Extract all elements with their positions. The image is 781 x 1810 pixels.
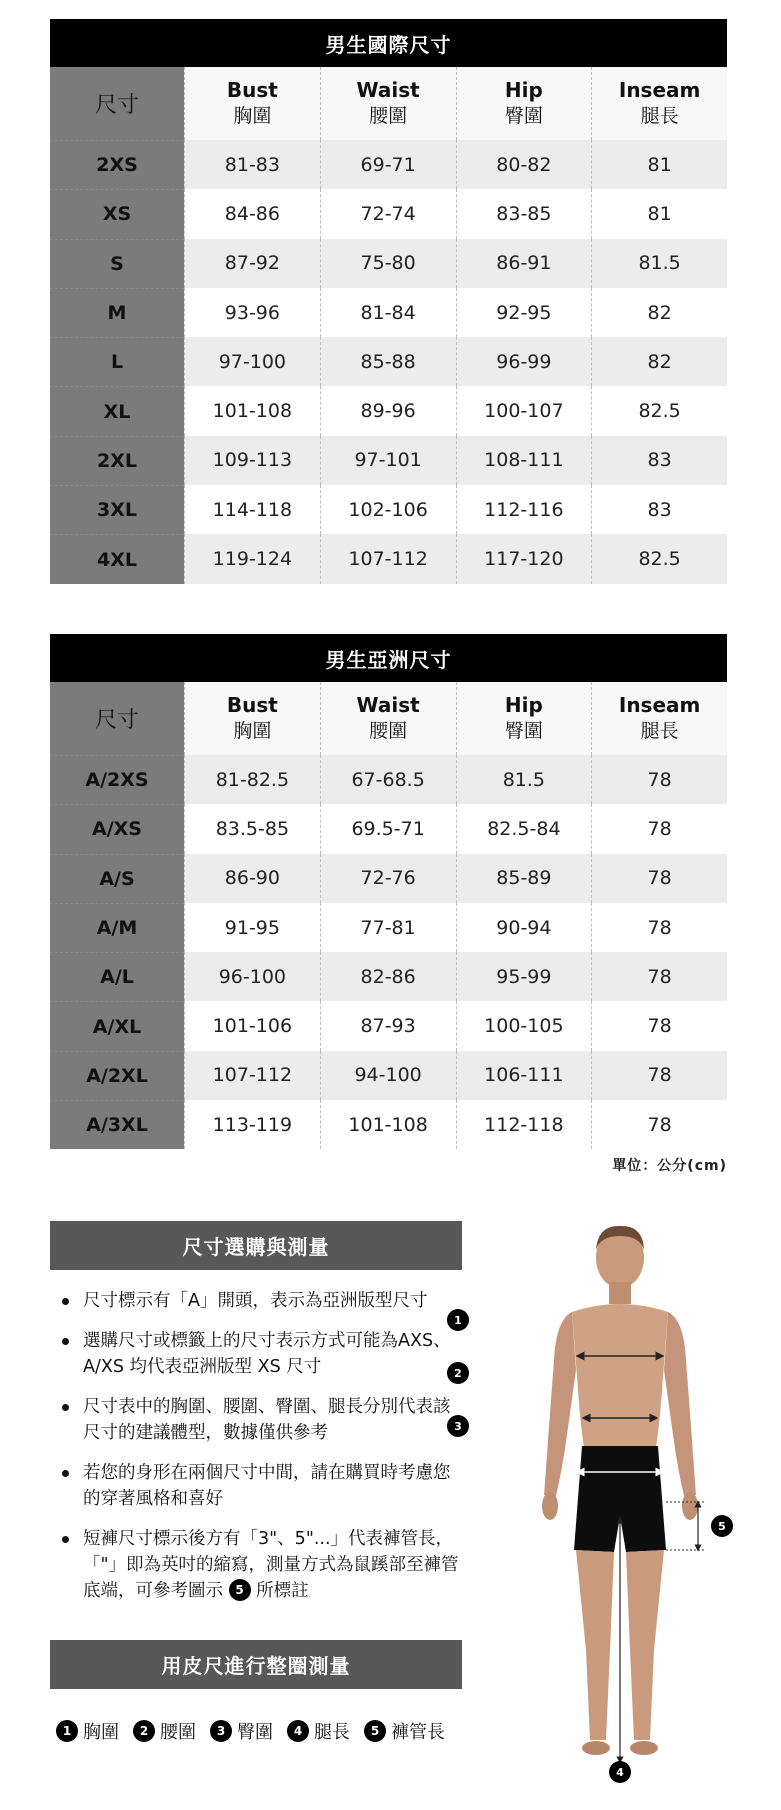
cell-inseam: 83	[591, 485, 727, 534]
marker-4	[609, 1761, 631, 1783]
asian-table-header	[50, 682, 727, 755]
size-header: 尺寸	[50, 682, 184, 755]
international-table-body	[50, 140, 727, 584]
size-label: A/L	[50, 952, 184, 1001]
table-row	[50, 534, 727, 583]
cell-waist: 69-71	[320, 140, 456, 189]
cell-waist: 81-84	[320, 288, 456, 337]
size-header: 尺寸	[50, 67, 184, 140]
cell-hip: 112-118	[456, 1100, 592, 1149]
cell-hip: 95-99	[456, 952, 592, 1001]
cell-inseam: 82.5	[591, 386, 727, 435]
column-en: Inseam	[618, 78, 701, 103]
size-label: S	[50, 239, 184, 288]
cell-inseam: 78	[591, 1051, 727, 1100]
cell-waist: 97-101	[320, 436, 456, 485]
cell-waist: 82-86	[320, 952, 456, 1001]
cell-inseam: 78	[591, 854, 727, 903]
guide-item: 尺寸標示有「A」開頭，表示為亞洲版型尺寸	[50, 1288, 462, 1314]
column-en: Waist	[356, 78, 420, 103]
measure-legend	[56, 1718, 459, 1744]
cell-inseam: 78	[591, 755, 727, 804]
cell-inseam: 78	[591, 1100, 727, 1149]
international-table-header	[50, 67, 727, 140]
cell-hip: 117-120	[456, 534, 592, 583]
size-label: 2XL	[50, 436, 184, 485]
cell-waist: 75-80	[320, 239, 456, 288]
cell-bust: 101-108	[184, 386, 320, 435]
table-row	[50, 386, 727, 435]
column-header-waist	[320, 682, 456, 755]
cell-bust: 107-112	[184, 1051, 320, 1100]
table-row	[50, 1100, 727, 1149]
cell-bust: 86-90	[184, 854, 320, 903]
marker-3-text: 3	[454, 1420, 462, 1433]
table-row	[50, 854, 727, 903]
cell-waist: 72-74	[320, 189, 456, 238]
cell-inseam: 78	[591, 804, 727, 853]
guide-item-suffix: 所標註	[256, 1581, 309, 1601]
legend-item-inseam	[287, 1718, 350, 1744]
cell-bust: 83.5-85	[184, 804, 320, 853]
cell-waist: 72-76	[320, 854, 456, 903]
guide-item-text: 短褲尺寸標示後方有「3"、5"...」代表褲管長，「"」即為英吋的縮寫，測量方式為鼠蹊部至褲管底端，可參考圖示	[83, 1529, 459, 1601]
legend-label: 褲管長	[391, 1722, 445, 1743]
cell-hip: 100-105	[456, 1001, 592, 1050]
cell-bust: 119-124	[184, 534, 320, 583]
legend-item-bust	[56, 1718, 119, 1744]
column-en: Bust	[226, 693, 278, 718]
column-header-inseam	[591, 682, 727, 755]
legend-item-shorts-length	[364, 1718, 445, 1744]
cell-hip: 108-111	[456, 436, 592, 485]
cell-inseam: 83	[591, 436, 727, 485]
international-table-title: 男生國際尺寸	[50, 19, 727, 67]
legend-label: 腿長	[314, 1722, 350, 1743]
cell-waist: 87-93	[320, 1001, 456, 1050]
column-zh: 臀圍	[504, 105, 543, 128]
legend-badge: 4	[287, 1720, 309, 1742]
marker-1	[447, 1309, 469, 1331]
column-en: Hip	[504, 693, 543, 718]
asian-size-table	[50, 634, 727, 1149]
marker-5-text: 5	[718, 1520, 726, 1533]
cell-hip: 82.5-84	[456, 804, 592, 853]
cell-waist: 101-108	[320, 1100, 456, 1149]
cell-hip: 80-82	[456, 140, 592, 189]
marker-2	[447, 1362, 469, 1384]
size-label: M	[50, 288, 184, 337]
cell-hip: 112-116	[456, 485, 592, 534]
column-zh: 胸圍	[233, 105, 272, 128]
cell-hip: 106-111	[456, 1051, 592, 1100]
asian-table-title: 男生亞洲尺寸	[50, 634, 727, 682]
cell-waist: 69.5-71	[320, 804, 456, 853]
asian-table-body	[50, 755, 727, 1149]
cell-bust: 91-95	[184, 903, 320, 952]
column-en: Inseam	[618, 693, 701, 718]
column-header-hip	[456, 682, 592, 755]
cell-bust: 81-82.5	[184, 755, 320, 804]
table-row	[50, 804, 727, 853]
legend-badge: 5	[364, 1720, 386, 1742]
marker-3	[447, 1415, 469, 1437]
cell-waist: 89-96	[320, 386, 456, 435]
cell-waist: 67-68.5	[320, 755, 456, 804]
table-row	[50, 1001, 727, 1050]
cell-hip: 92-95	[456, 288, 592, 337]
cell-bust: 97-100	[184, 337, 320, 386]
size-label: A/XS	[50, 804, 184, 853]
column-header-inseam	[591, 67, 727, 140]
table-row	[50, 1051, 727, 1100]
legend-label: 臀圍	[237, 1722, 273, 1743]
cell-bust: 96-100	[184, 952, 320, 1001]
marker-5	[711, 1515, 733, 1537]
table-row	[50, 337, 727, 386]
cell-waist: 77-81	[320, 903, 456, 952]
cell-inseam: 82	[591, 288, 727, 337]
guide-item: 若您的身形在兩個尺寸中間，請在購買時考慮您的穿著風格和喜好	[50, 1460, 462, 1512]
table-row	[50, 140, 727, 189]
cell-waist: 85-88	[320, 337, 456, 386]
guide-item-shorts	[50, 1526, 462, 1604]
size-label: A/3XL	[50, 1100, 184, 1149]
legend-label: 胸圍	[83, 1722, 119, 1743]
column-zh: 胸圍	[233, 720, 272, 743]
cell-bust: 81-83	[184, 140, 320, 189]
column-en: Bust	[226, 78, 278, 103]
cell-waist: 107-112	[320, 534, 456, 583]
column-header-waist	[320, 67, 456, 140]
column-header-bust	[184, 67, 320, 140]
measure-title: 用皮尺進行整圈測量	[50, 1640, 462, 1689]
international-size-table	[50, 19, 727, 584]
cell-hip: 85-89	[456, 854, 592, 903]
size-label: 4XL	[50, 534, 184, 583]
cell-hip: 86-91	[456, 239, 592, 288]
marker-1-text: 1	[454, 1314, 462, 1327]
size-label: A/M	[50, 903, 184, 952]
guide-list	[50, 1288, 462, 1618]
cell-hip: 81.5	[456, 755, 592, 804]
cell-inseam: 82	[591, 337, 727, 386]
cell-inseam: 81	[591, 189, 727, 238]
size-label: L	[50, 337, 184, 386]
column-header-hip	[456, 67, 592, 140]
legend-badge: 2	[133, 1720, 155, 1742]
marker-4-text: 4	[616, 1766, 624, 1779]
body-measurement-figure	[454, 1220, 740, 1785]
table-row	[50, 288, 727, 337]
cell-hip: 100-107	[456, 386, 592, 435]
cell-bust: 114-118	[184, 485, 320, 534]
table-row	[50, 436, 727, 485]
size-label: A/S	[50, 854, 184, 903]
cell-bust: 93-96	[184, 288, 320, 337]
cell-waist: 102-106	[320, 485, 456, 534]
table-row	[50, 189, 727, 238]
legend-badge: 1	[56, 1720, 78, 1742]
column-zh: 腰圍	[369, 105, 408, 128]
legend-item-hip	[210, 1718, 273, 1744]
table-row	[50, 239, 727, 288]
guide-item: 尺寸表中的胸圍、腰圍、臀圍、腿長分別代表該尺寸的建議體型，數據僅供參考	[50, 1394, 462, 1446]
cell-bust: 87-92	[184, 239, 320, 288]
table-row	[50, 903, 727, 952]
size-label: A/2XS	[50, 755, 184, 804]
legend-badge: 3	[210, 1720, 232, 1742]
cell-inseam: 81.5	[591, 239, 727, 288]
marker-5-badge: 5	[229, 1579, 251, 1601]
size-label: 3XL	[50, 485, 184, 534]
column-header-bust	[184, 682, 320, 755]
size-label: XS	[50, 189, 184, 238]
cell-hip: 83-85	[456, 189, 592, 238]
size-label: 2XS	[50, 140, 184, 189]
cell-inseam: 78	[591, 952, 727, 1001]
cell-bust: 101-106	[184, 1001, 320, 1050]
guide-title: 尺寸選購與測量	[50, 1221, 462, 1270]
cell-bust: 113-119	[184, 1100, 320, 1149]
size-label: A/2XL	[50, 1051, 184, 1100]
column-en: Hip	[504, 78, 543, 103]
cell-inseam: 78	[591, 1001, 727, 1050]
cell-bust: 109-113	[184, 436, 320, 485]
column-zh: 腿長	[640, 105, 679, 128]
column-zh: 臀圍	[504, 720, 543, 743]
cell-waist: 94-100	[320, 1051, 456, 1100]
cell-inseam: 81	[591, 140, 727, 189]
unit-note: 單位：公分(cm)	[612, 1158, 727, 1174]
size-label: XL	[50, 386, 184, 435]
size-label: A/XL	[50, 1001, 184, 1050]
cell-hip: 96-99	[456, 337, 592, 386]
table-row	[50, 485, 727, 534]
cell-bust: 84-86	[184, 189, 320, 238]
marker-2-text: 2	[454, 1367, 462, 1380]
legend-label: 腰圍	[160, 1722, 196, 1743]
cell-hip: 90-94	[456, 903, 592, 952]
legend-item-waist	[133, 1718, 196, 1744]
table-row	[50, 952, 727, 1001]
column-en: Waist	[356, 693, 420, 718]
column-zh: 腿長	[640, 720, 679, 743]
cell-inseam: 78	[591, 903, 727, 952]
cell-inseam: 82.5	[591, 534, 727, 583]
table-row	[50, 755, 727, 804]
guide-item: 選購尺寸或標籤上的尺寸表示方式可能為AXS、A/XS 均代表亞洲版型 XS 尺寸	[50, 1328, 462, 1380]
column-zh: 腰圍	[369, 720, 408, 743]
